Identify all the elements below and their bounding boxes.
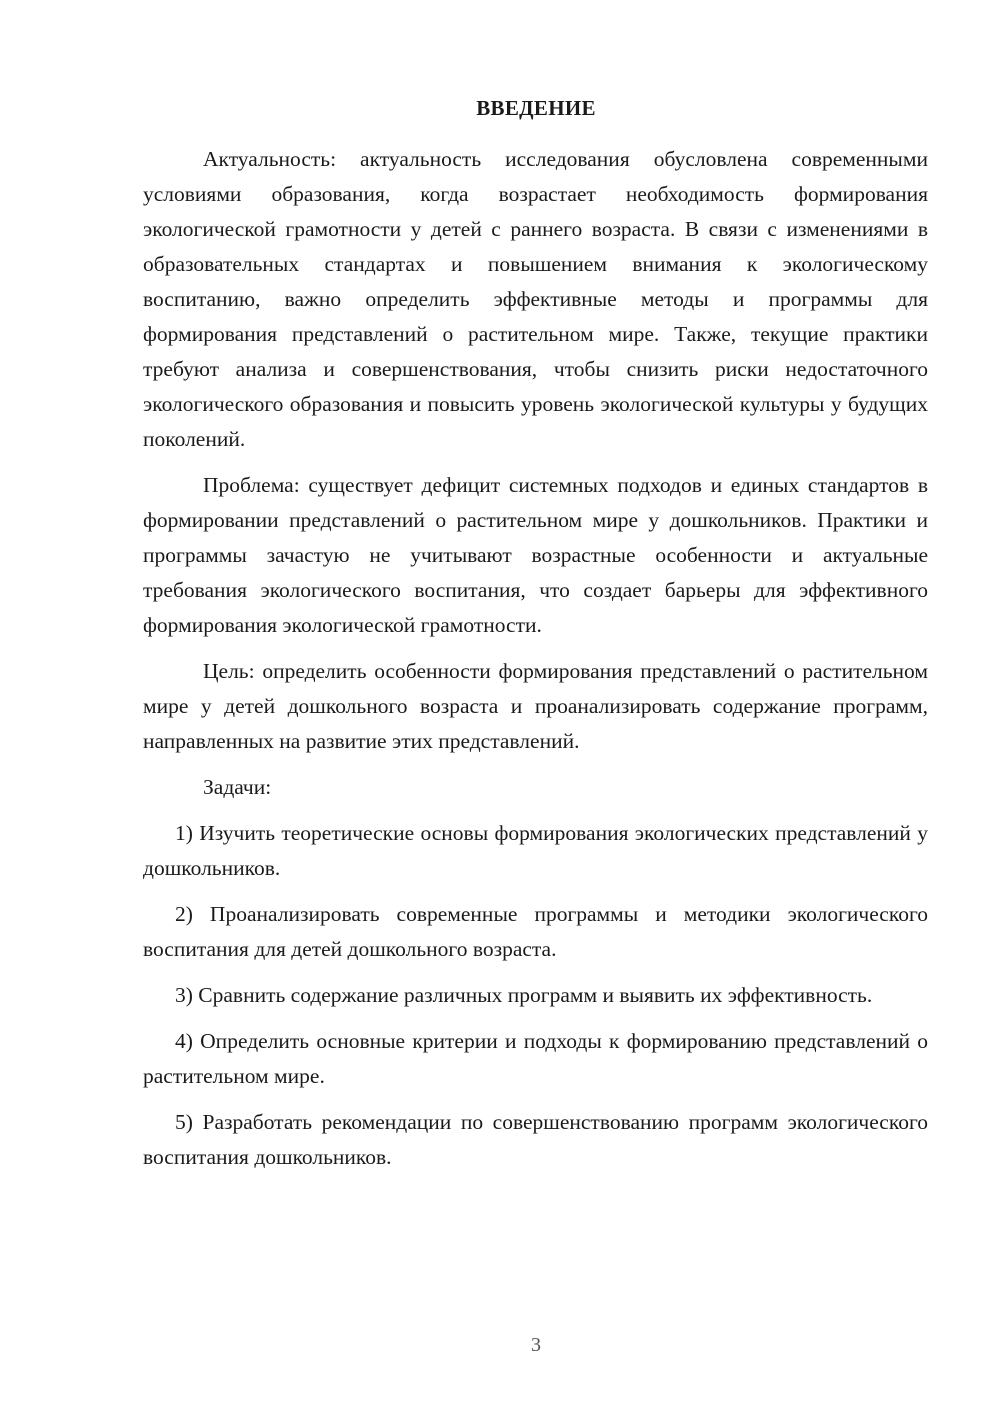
tasks-label: Задачи: <box>203 775 272 799</box>
task-item-4: 4) Определить основные критерии и подходы к формированию представлений о растительном мире. <box>143 1029 928 1088</box>
document-body <box>143 142 928 1186</box>
task-item-3: 3) Сравнить содержание различных программ и выявить их эффективность. <box>175 983 873 1007</box>
page-number: 3 <box>531 1334 541 1356</box>
task-item-1: 1) Изучить теоретические основы формирования экологических представлений у дошкольников. <box>143 821 928 880</box>
paragraph-relevance: Актуальность: актуальность исследования обусловлена современными условиями образования, когда возрастает необходимость формирования экологической грамотности у детей с раннего возраста. В связи с изменениями в образовательных стандартах и повышением внимания к экологическому воспитанию, важно определить эффективные методы и программы для формирования представлений о растительном мире. Также, текущие практики требуют анализа и совершенствования, чтобы снизить риски недостаточного экологического образования и повысить уровень экологической культуры у будущих поколений. <box>143 147 928 451</box>
paragraph-problem: Проблема: существует дефицит системных подходов и единых стандартов в формировании представлений о растительном мире у дошкольников. Практики и программы зачастую не учитывают возрастные особенности и актуальные требования экологического воспитания, что создает барьеры для эффективного формирования экологической грамотности. <box>143 473 928 637</box>
task-item-5: 5) Разработать рекомендации по совершенствованию программ экологического воспитания дошкольников. <box>143 1110 928 1169</box>
page-heading: ВВЕДЕНИЕ <box>476 96 596 120</box>
paragraph-goal: Цель: определить особенности формирования представлений о растительном мире у детей дошкольного возраста и проанализировать содержание программ, направленных на развитие этих представлений. <box>143 659 928 753</box>
task-item-2: 2) Проанализировать современные программы и методики экологического воспитания для детей дошкольного возраста. <box>143 902 928 961</box>
